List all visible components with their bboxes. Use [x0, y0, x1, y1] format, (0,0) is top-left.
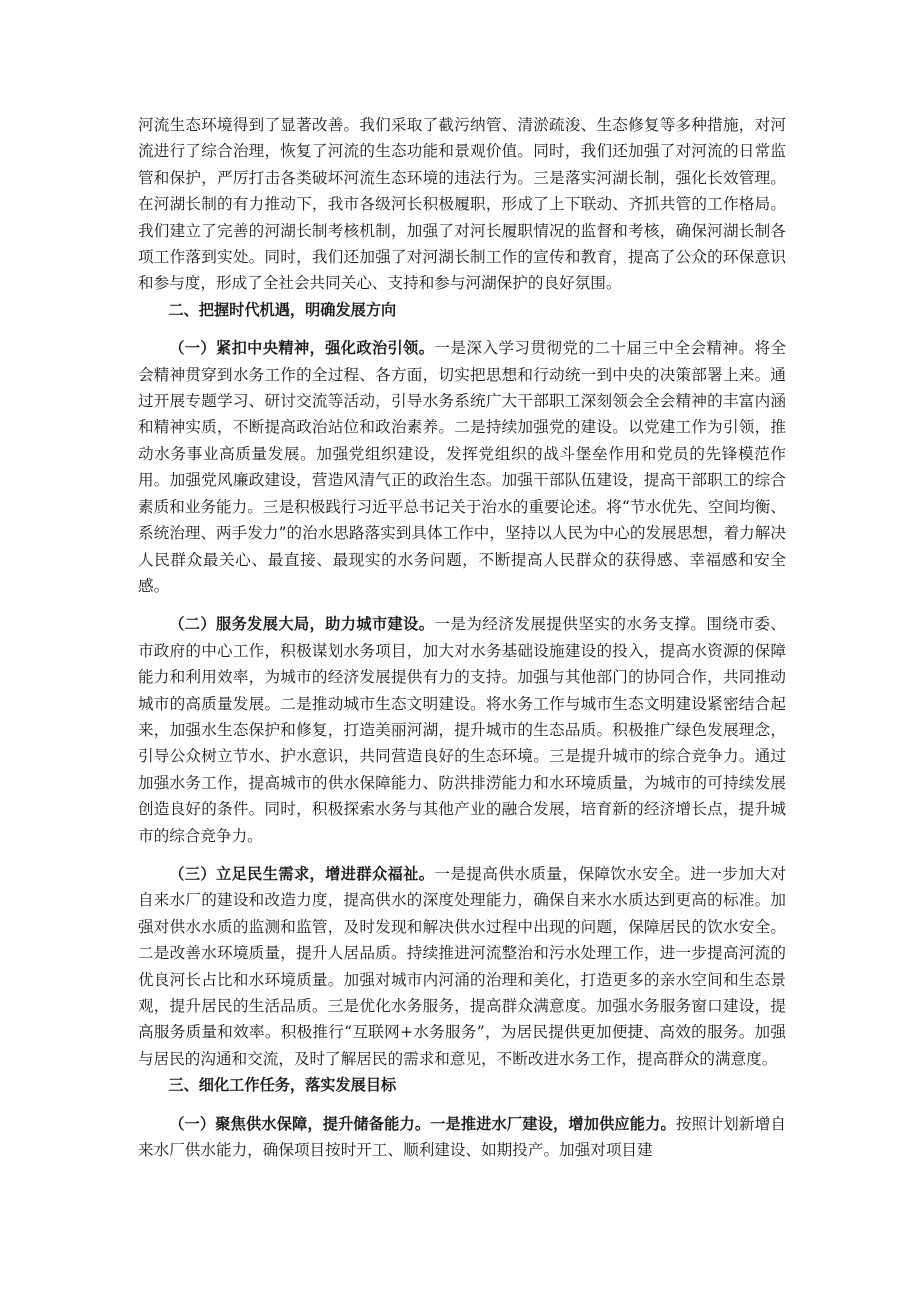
paragraph-2-3-lead: （三）立足民生需求，增进群众福祉。 — [169, 864, 435, 883]
document-body — [138, 112, 786, 1163]
paragraph-2-1-body: 一是深入学习贯彻党的二十届三中全会精神。将全会精神贯穿到水务工作的全过程、各方面，切实把思想和行动统一到中央的决策部署上来。通过开展专题学习、研讨交流等活动，引导水务系统广大干部职工深刻领会全会精神的丰富内涵和精神实质，不断提高政治站位和政治素养。二是持续加强党的建设。以党建工作为引领，推动水务事业高质量发展。加强党组织建设，发挥党组织的战斗堡垒作用和党员的先锋模范作用。加强党风廉政建设，营造风清气正的政治生态。加强干部队伍建设，提高干部职工的综合素质和业务能力。三是积极践行习近平总书记关于治水的重要论述。将“节水优先、空间均衡、系统治理、两手发力”的治水思路落实到具体工作中，坚持以人民为中心的发展思想，着力解决人民群众最关心、最直接、最现实的水务问题，不断提高人民群众的获得感、幸福感和安全感。 — [138, 339, 786, 595]
paragraph-3-1 — [138, 1111, 786, 1164]
intro-paragraph: 河流生态环境得到了显著改善。我们采取了截污纳管、清淤疏浚、生态修复等多种措施，对河流进行了综合治理，恢复了河流的生态功能和景观价值。同时，我们还加强了对河流的日常监管和保护，严厉打击各类破坏河流生态环境的违法行为。三是落实河湖长制，强化长效管理。在河湖长制的有力推动下，我市各级河长积极履职，形成了上下联动、齐抓共管的工作格局。我们建立了完善的河湖长制考核机制，加强了对河长履职情况的监督和考核，确保河湖长制各项工作落到实处。同时，我们还加强了对河湖长制工作的宣传和教育，提高了公众的环保意识和参与度，形成了全社会共同关心、支持和参与河湖保护的良好氛围。 — [138, 116, 786, 293]
paragraph-2-2 — [138, 611, 786, 849]
paragraph-2-3-body: 一是提高供水质量，保障饮水安全。进一步加大对自来水厂的建设和改造力度，提高供水的深度处理能力，确保自来水水质达到更高的标准。加强对供水水质的监测和监管，及时发现和解决供水过程中出现的问题，保障居民的饮水安全。二是改善水环境质量，提升人居品质。持续推进河流整治和污水处理工作，进一步提高河流的优良河长占比和水环境质量。加强对城市内河涌的治理和美化，打造更多的亲水空间和生态景观，提升居民的生活品质。三是优化水务服务，提高群众满意度。加强水务服务窗口建设，提高服务质量和效率。积极推行“互联网+水务服务”，为居民提供更加便捷、高效的服务。加强与居民的沟通和交流，及时了解居民的需求和意见，不断改进水务工作，提高群众的满意度。 — [138, 864, 786, 1068]
paragraph-3-1-lead: （一）聚焦供水保障，提升储备能力。一是推进水厂建设，增加供应能力。 — [169, 1114, 676, 1133]
paragraph-2-1-lead: （一）紧扣中央精神，强化政治引领。 — [169, 339, 435, 358]
paragraph-2-2-body: 一是为经济发展提供坚实的水务支撑。围绕市委、市政府的中心工作，积极谋划水务项目，加大对水务基础设施建设的投入，提高水资源的保障能力和利用效率，为城市的经济发展提供有力的支持。加强与其他部门的协同合作，共同推动城市的高质量发展。二是推动城市生态文明建设。将水务工作与城市生态文明建设紧密结合起来，加强水生态保护和修复，打造美丽河湖，提升城市的生态品质。积极推广绿色发展理念，引导公众树立节水、护水意识，共同营造良好的生态环境。三是提升城市的综合竞争力。通过加强水务工作，提高城市的供水保障能力、防洪排涝能力和水环境质量，为城市的可持续发展创造良好的条件。同时，积极探索水务与其他产业的融合发展，培育新的经济增长点，提升城市的综合竞争力。 — [138, 615, 786, 845]
paragraph-3-1-body: 按照计划新增自来水厂供水能力，确保项目按时开工、顺利建设、如期投产。加强对项目建 — [138, 1114, 786, 1160]
section-heading-2: 二、把握时代机遇，明确发展方向 — [168, 300, 397, 319]
section-heading-3: 三、细化工作任务，落实发展目标 — [168, 1076, 397, 1095]
paragraph-2-3 — [138, 861, 786, 1072]
paragraph-2-1 — [138, 335, 786, 599]
paragraph-2-2-lead: （二）服务发展大局，助力城市建设。 — [169, 615, 435, 634]
